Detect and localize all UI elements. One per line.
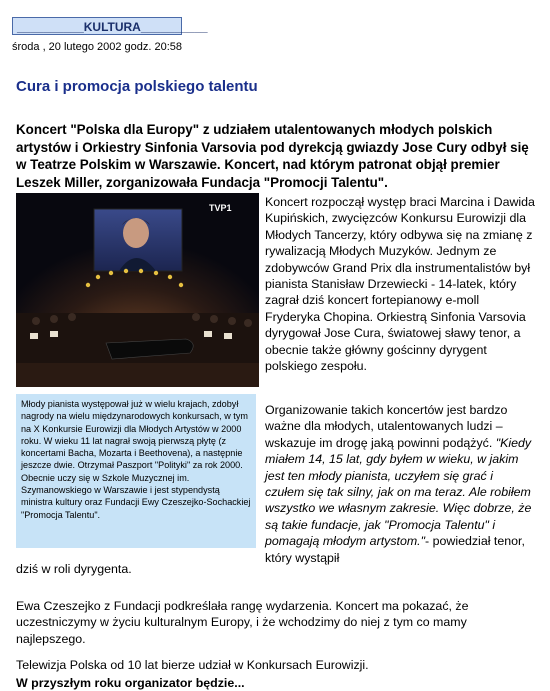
section-tab-kultura[interactable]: __________KULTURA__________ (12, 17, 182, 35)
tvp1-logo: TVP1 (209, 203, 232, 213)
article-lead: Koncert "Polska dla Europy" z udziałem utalentowanych młodych polskich artystów i Orkiestry Sinfonia Varsovia pod dyrekcją gwiazdy Jose Cury odbył się w Teatrze Polskim w Warszawie. Koncert, nad którym patronat objął premier Leszek Miller, zorganizowała Fundacja "Promocji Talentu". (16, 122, 529, 190)
cura-quote: "Kiedy miałem 14, 15 lat, gdy byłem w wieku, w jakim jest ten młody pianista, uczyłem się grać i czułem się tak silny, jak on ma teraz. Ale robiłem wszystko we własnym zakresie. Więc dobrze, że są takie fundacje, jak "Promocja Talentu" i pomagają młodym artystom." (265, 435, 532, 549)
concert-photo (16, 193, 259, 387)
quote-attribution: - powiedział tenor, który wystąpił (265, 534, 525, 565)
paragraph-2-end: dziś w roli dyrygenta. (16, 562, 132, 576)
paragraph-3: Ewa Czeszejko z Fundacji podkreślała rangę wydarzenia. Koncert ma pokazać, że uczestniczymy w życiu kulturalnym Europy, i że wchodzimy do niej z tym co mamy najlepszego. (16, 599, 469, 646)
paragraph-2-intro: Organizowanie takich koncertów jest bardzo ważne dla młodych, utalentowanych ludzi – wskazuje im drogę jaką powinni podążyć. (265, 403, 508, 450)
paragraph-1: Koncert rozpoczął występ braci Marcina i Dawida Kupińskich, zwycięzców Konkursu Eurowizji dla Młodych Tancerzy, który odbywa się na zmianę z rywalizacją Młodych Muzyków. Jednym ze zdobywców Grand Prix dla instrumentalistów był pianista Stanisław Drzewiecki - 14-latek, który zagrał dziś koncert fortepianowy e-moll Fryderyka Chopina. Orkiestrą Sinfonia Varsovia dyrygował Jose Cura, światowej sławy tenor, a obecnie także główny gościnny dyrygent polskiego zespołu. (265, 195, 535, 374)
article-title: Cura i promocja polskiego talentu (16, 78, 258, 95)
paragraph-5-partial: W przyszłym roku organizator będzie... (16, 676, 245, 690)
paragraph-2 (265, 402, 535, 566)
photo-caption: Młody pianista występował już w wielu krajach, zdobył nagrody na wielu międzynarodowych konkursach, w tym na X Konkursie Eurowizji dla Młodych Artystów w 2000 roku. W wieku 11 lat nagrał swoją pierwszą płytę (z koncertami Bacha, Mozarta i Beethovena), a następnie jeszcze dwie. Otrzymał Paszport "Polityki" za rok 2000. Obecnie uczy się w Szkole Muzycznej im. Szymanowskiego w Warszawie i jest stypendystą ministra kultury oraz Fundacji Ewy Czeszejko-Sochackiej "Promocja Talentu". (16, 394, 256, 548)
paragraph-4: Telewizja Polska od 10 lat bierze udział w Konkursach Eurowizji. (16, 658, 369, 672)
article-date: środa , 20 lutego 2002 godz. 20:58 (12, 41, 183, 53)
concert-photo-image (16, 193, 259, 387)
